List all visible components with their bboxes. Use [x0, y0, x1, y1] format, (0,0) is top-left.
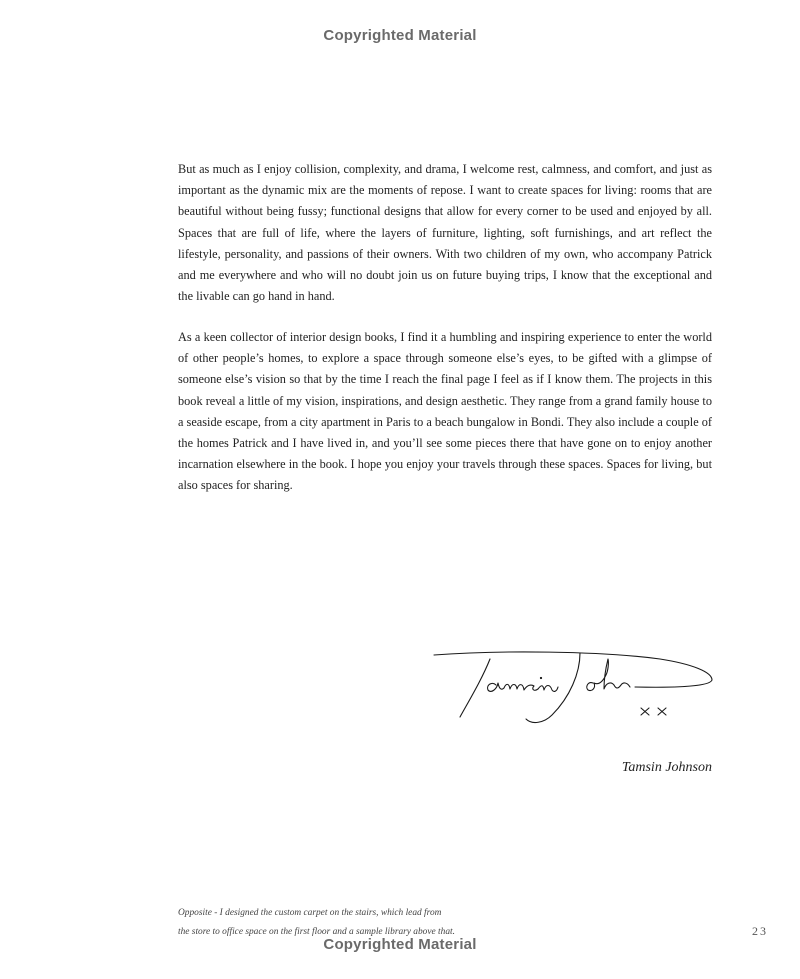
- caption-line-1: Opposite - I designed the custom carpet on the stairs, which lead from: [178, 908, 442, 918]
- body-paragraph-1: But as much as I enjoy collision, complexity, and drama, I welcome rest, calmness, and comfort, and just as important as the dynamic mix are the moments of repose. I want to create spaces for living: rooms that are beautiful without being fussy; functional designs that allow for every corner to be used and enjoyed by all. Spaces that are full of life, where the layers of furniture, lighting, soft furnishings, and art reflect the lifestyle, personality, and passions of their owners. With two children of my own, who accompany Patrick and me everywhere and who will no doubt join us on future buying trips, I know that the exceptional and the livable can go hand in hand.: [178, 162, 712, 304]
- page-number: 23: [752, 924, 768, 938]
- caption-line-2: the store to office space on the first floor and a sample library above that.: [178, 927, 455, 937]
- body-paragraph-2: As a keen collector of interior design books, I find it a humbling and inspiring experience to enter the world of other people’s homes, to explore a space through someone else’s eyes, to be gifted with a glimpse of someone else’s vision so that by the time I reach the final page I feel as if I know them. The projects in this book reveal a little of my vision, inspirations, and design aesthetic. They range from a grand family house to a seaside escape, from a city apartment in Paris to a beach bungalow in Bondi. They also include a couple of the homes Patrick and I have lived in, and you’ll see some pieces there that have gone on to enjoy another incarnation elsewhere in the book. I hope you enjoy your travels through these spaces. Spaces for living, but also spaces for sharing.: [178, 330, 712, 493]
- copyright-watermark-top: Copyrighted Material: [323, 27, 477, 44]
- copyright-watermark-bottom: Copyrighted Material: [323, 936, 477, 953]
- author-name: Tamsin Johnson: [621, 760, 712, 775]
- handwritten-signature: [430, 645, 720, 730]
